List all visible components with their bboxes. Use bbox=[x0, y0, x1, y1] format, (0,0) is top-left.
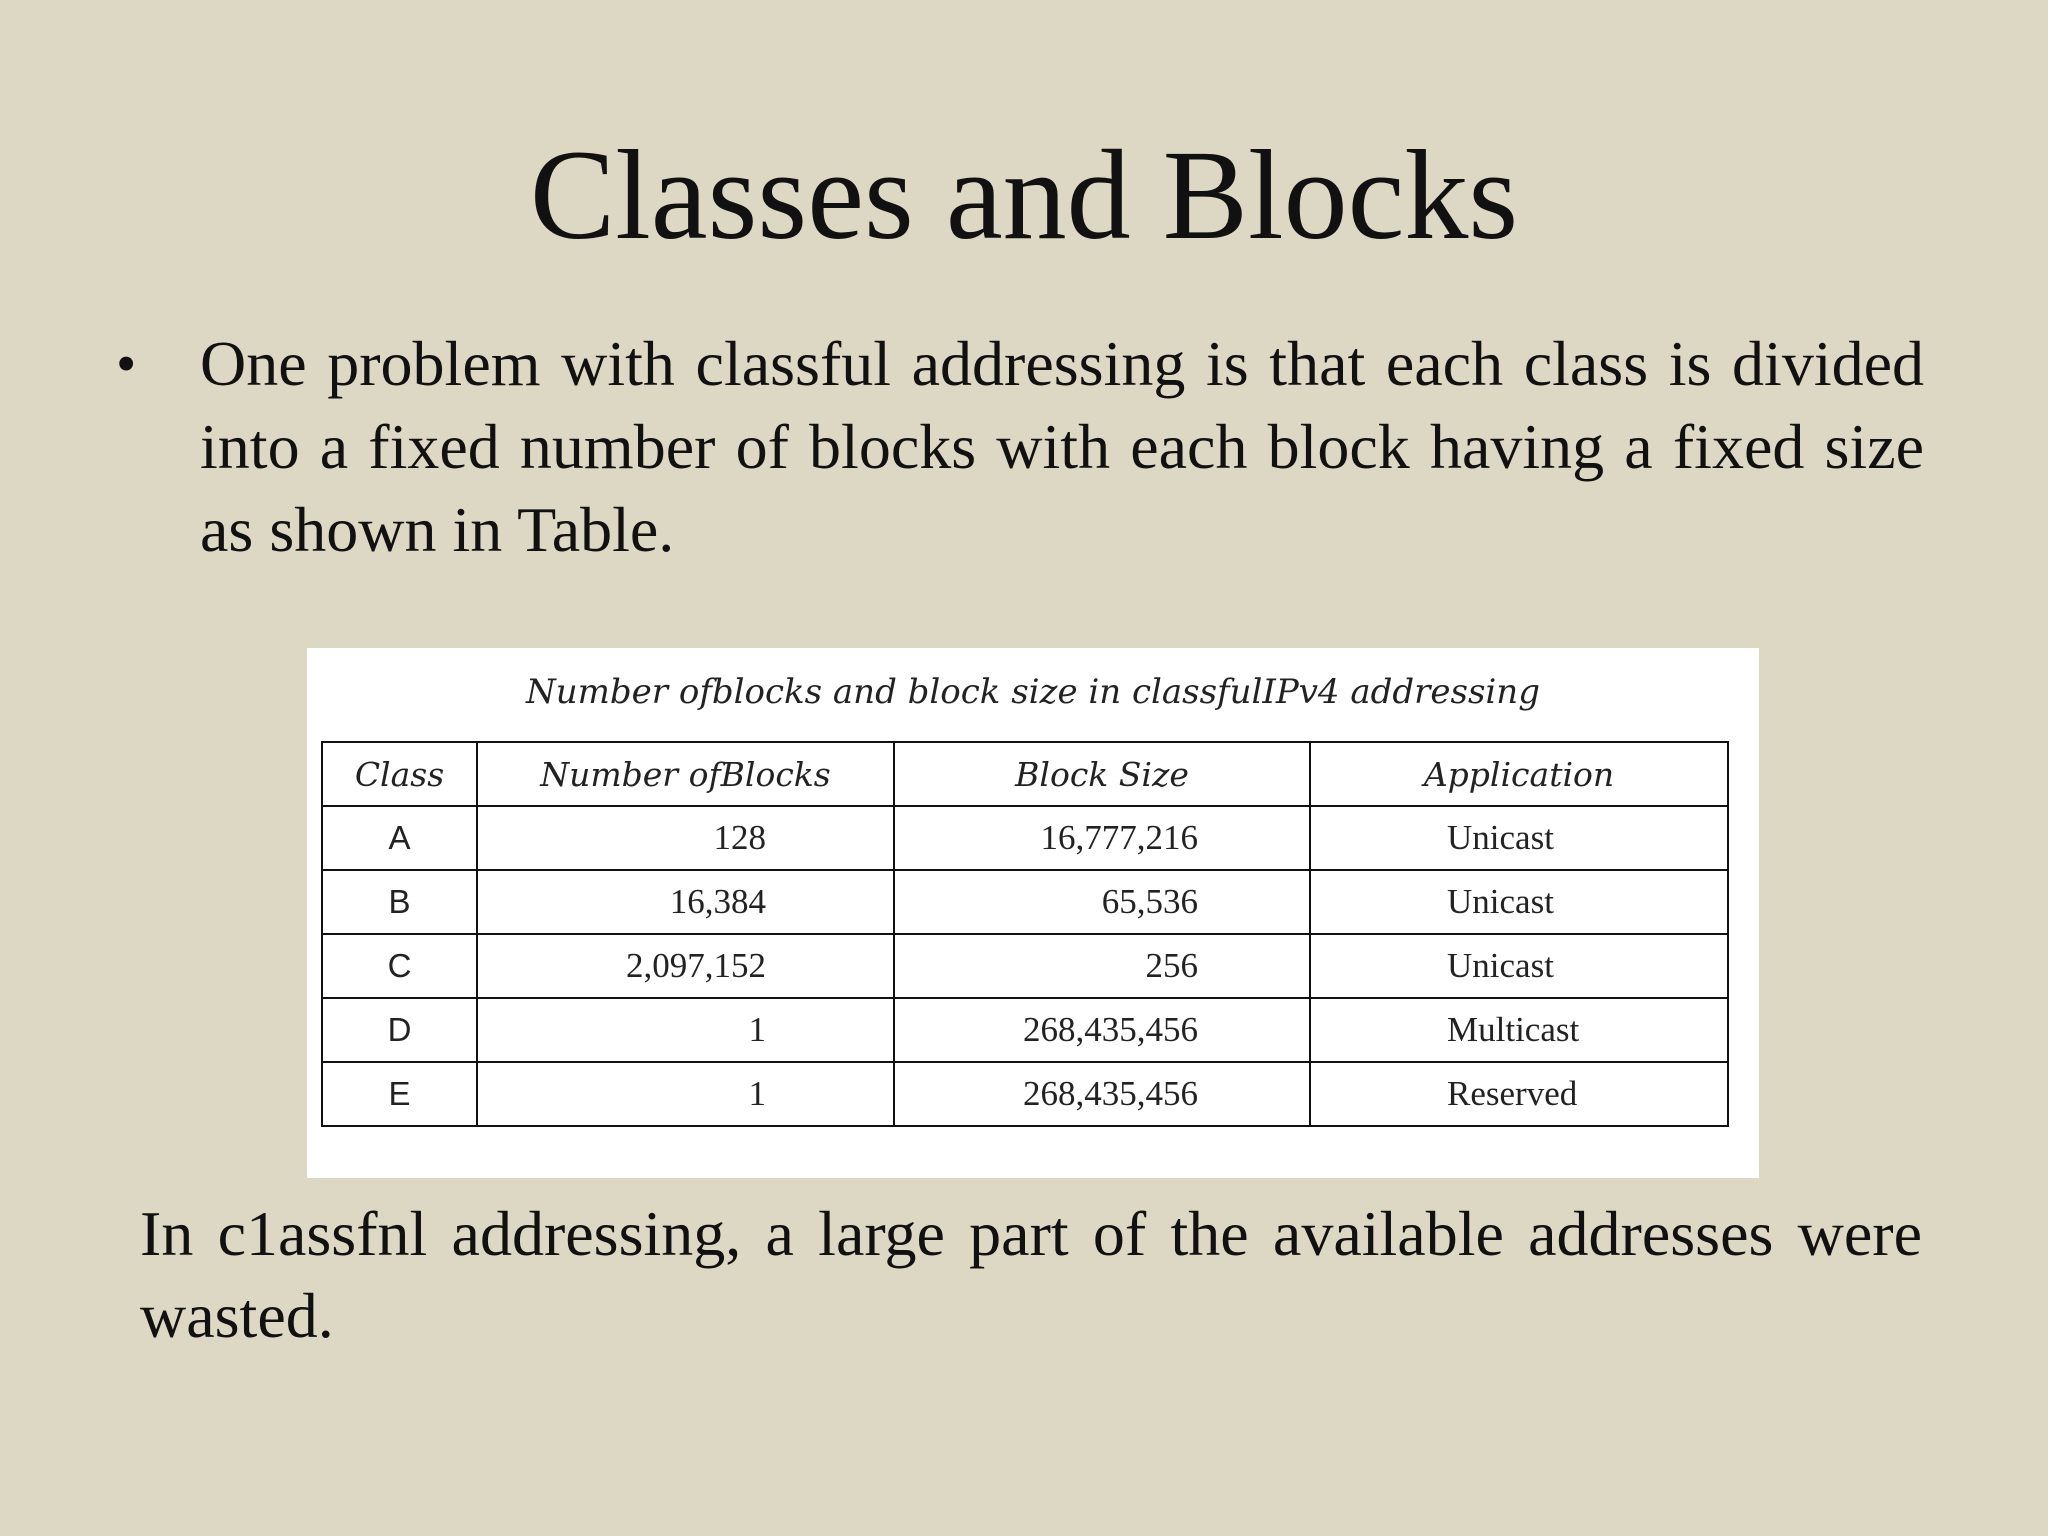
table-figure bbox=[307, 648, 1759, 1178]
class-cell: C bbox=[322, 934, 477, 998]
table-header-row bbox=[322, 742, 1728, 806]
table-row bbox=[322, 934, 1728, 998]
block-size-cell: 16,777,216 bbox=[894, 806, 1310, 870]
block-size-cell: 65,536 bbox=[894, 870, 1310, 934]
application-cell: Reserved bbox=[1310, 1062, 1728, 1126]
classful-blocks-table bbox=[321, 741, 1729, 1127]
header-class: Class bbox=[322, 742, 477, 806]
bullet-text: One problem with classful addressing is that each class is divided into a fixed number of blocks with each block having a fixed size as shown in Table. bbox=[200, 328, 1924, 565]
application-cell: Unicast bbox=[1310, 870, 1728, 934]
block-size-cell: 256 bbox=[894, 934, 1310, 998]
number-of-blocks-cell: 2,097,152 bbox=[477, 934, 894, 998]
class-cell: E bbox=[322, 1062, 477, 1126]
header-block-size: Block Size bbox=[894, 742, 1310, 806]
table-row bbox=[322, 998, 1728, 1062]
number-of-blocks-cell: 1 bbox=[477, 1062, 894, 1126]
table-caption: Number ofblocks and block size in classfulIPv4 addressing bbox=[526, 672, 1540, 712]
number-of-blocks-cell: 16,384 bbox=[477, 870, 894, 934]
bullet-point bbox=[116, 322, 1924, 571]
header-number-of-blocks: Number ofBlocks bbox=[477, 742, 894, 806]
application-cell: Multicast bbox=[1310, 998, 1728, 1062]
block-size-cell: 268,435,456 bbox=[894, 1062, 1310, 1126]
block-size-cell: 268,435,456 bbox=[894, 998, 1310, 1062]
class-cell: B bbox=[322, 870, 477, 934]
conclusion-text: In c1assfnl addressing, a large part of the available addresses were wasted. bbox=[140, 1198, 1922, 1351]
class-cell: A bbox=[322, 806, 477, 870]
table-row bbox=[322, 806, 1728, 870]
header-application: Application bbox=[1310, 742, 1728, 806]
application-cell: Unicast bbox=[1310, 934, 1728, 998]
number-of-blocks-cell: 128 bbox=[477, 806, 894, 870]
number-of-blocks-cell: 1 bbox=[477, 998, 894, 1062]
class-cell: D bbox=[322, 998, 477, 1062]
bullet-marker: • bbox=[116, 331, 137, 396]
slide-title: Classes and Blocks bbox=[529, 124, 1519, 266]
application-cell: Unicast bbox=[1310, 806, 1728, 870]
table-row bbox=[322, 1062, 1728, 1126]
table-row bbox=[322, 870, 1728, 934]
